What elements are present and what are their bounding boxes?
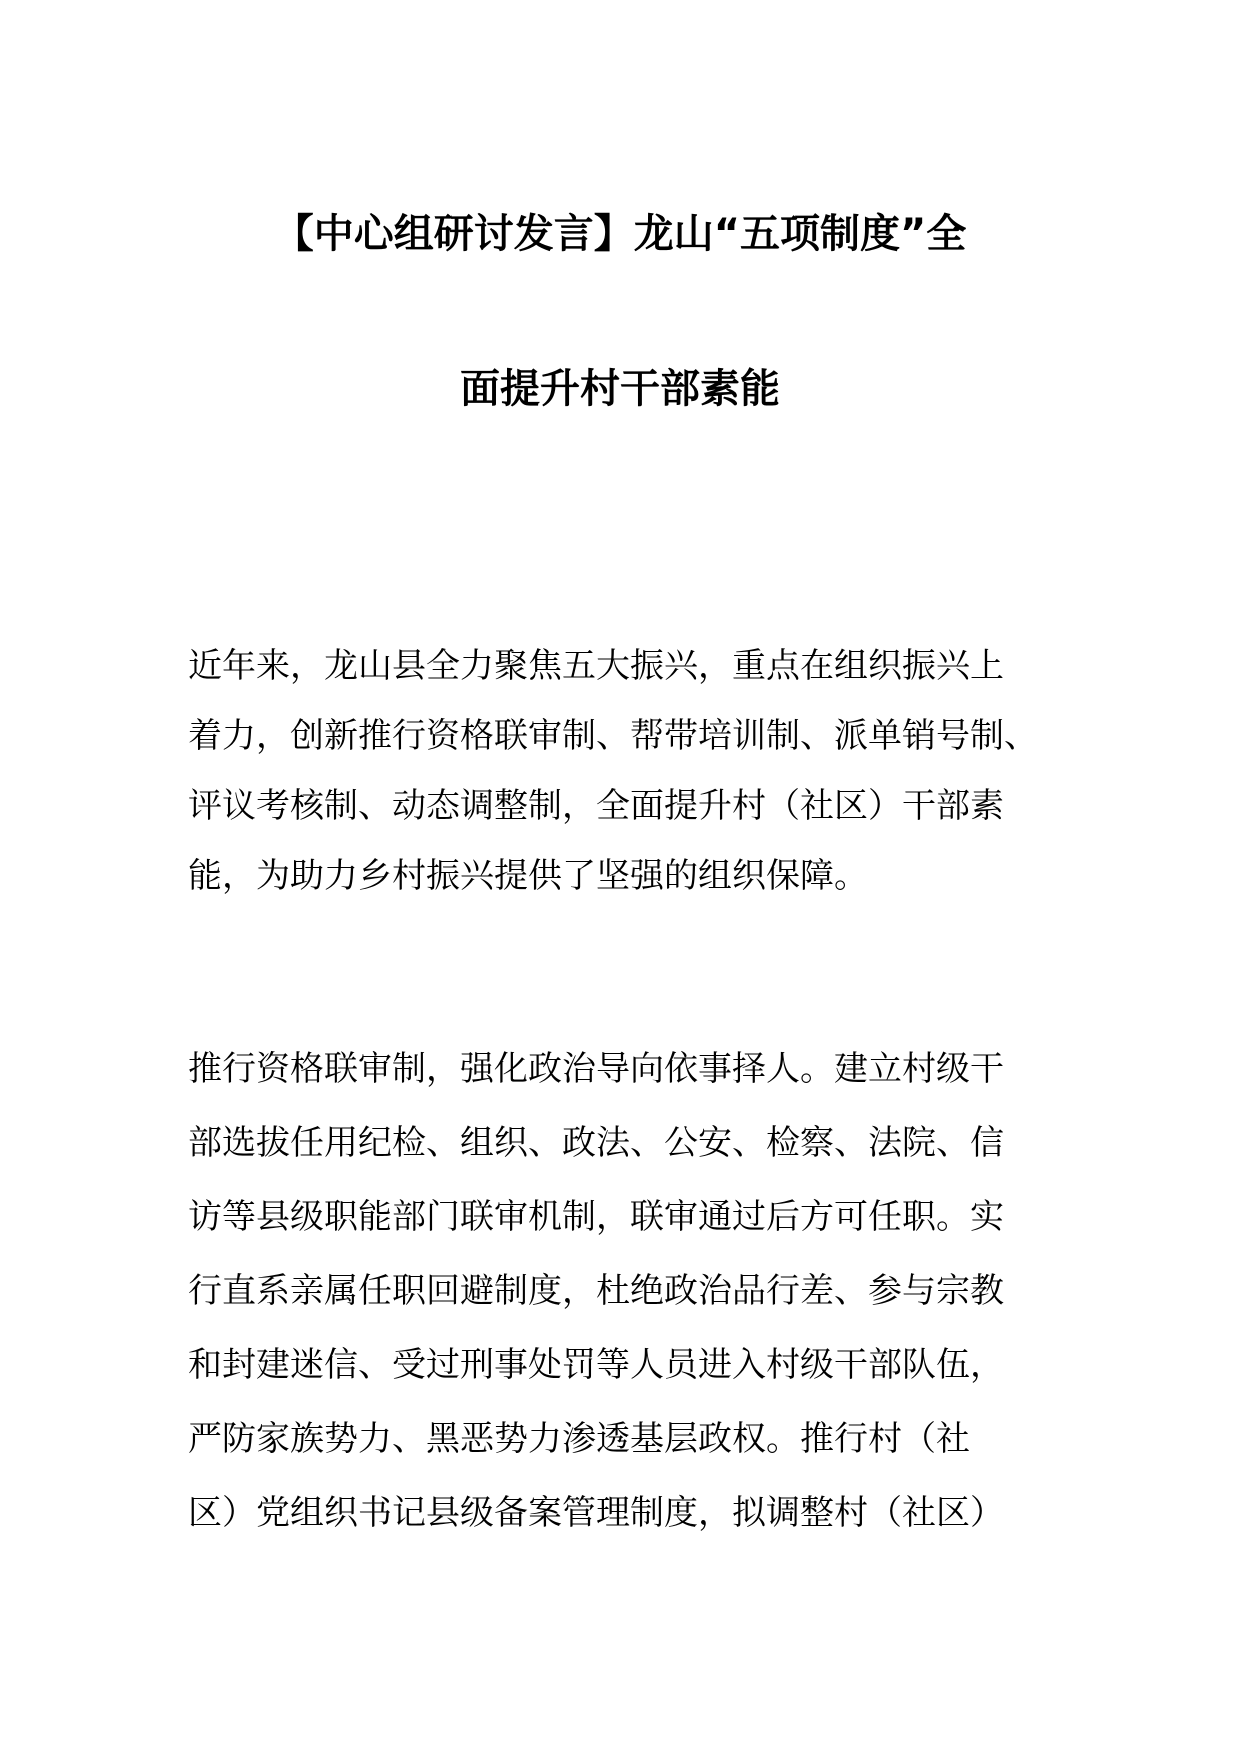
paragraph-line: 和封建迷信、受过刑事处罚等人员进入村级干部队伍， <box>188 1345 1004 1385</box>
document-title-line-2: 面提升村干部素能 <box>460 366 780 412</box>
document-title-line-1: 【中心组研讨发言】龙山“五项制度”全 <box>273 211 967 257</box>
paragraph-line: 行直系亲属任职回避制度，杜绝政治品行差、参与宗教 <box>188 1271 1004 1311</box>
paragraph-line: 严防家族势力、黑恶势力渗透基层政权。推行村（社 <box>188 1419 970 1459</box>
paragraph-line: 近年来，龙山县全力聚焦五大振兴，重点在组织振兴上 <box>188 646 1004 686</box>
paragraph-line: 能，为助力乡村振兴提供了坚强的组织保障。 <box>188 856 868 896</box>
paragraph-line: 访等县级职能部门联审机制，联审通过后方可任职。实 <box>188 1197 1004 1237</box>
paragraph-line: 着力，创新推行资格联审制、帮带培训制、派单销号制、 <box>188 716 1038 756</box>
paragraph-line: 评议考核制、动态调整制，全面提升村（社区）干部素 <box>188 786 1004 826</box>
paragraph-line: 推行资格联审制，强化政治导向依事择人。建立村级干 <box>188 1049 1004 1089</box>
paragraph-line: 部选拔任用纪检、组织、政法、公安、检察、法院、信 <box>188 1123 1004 1163</box>
paragraph-line: 区）党组织书记县级备案管理制度，拟调整村（社区） <box>188 1493 1004 1533</box>
